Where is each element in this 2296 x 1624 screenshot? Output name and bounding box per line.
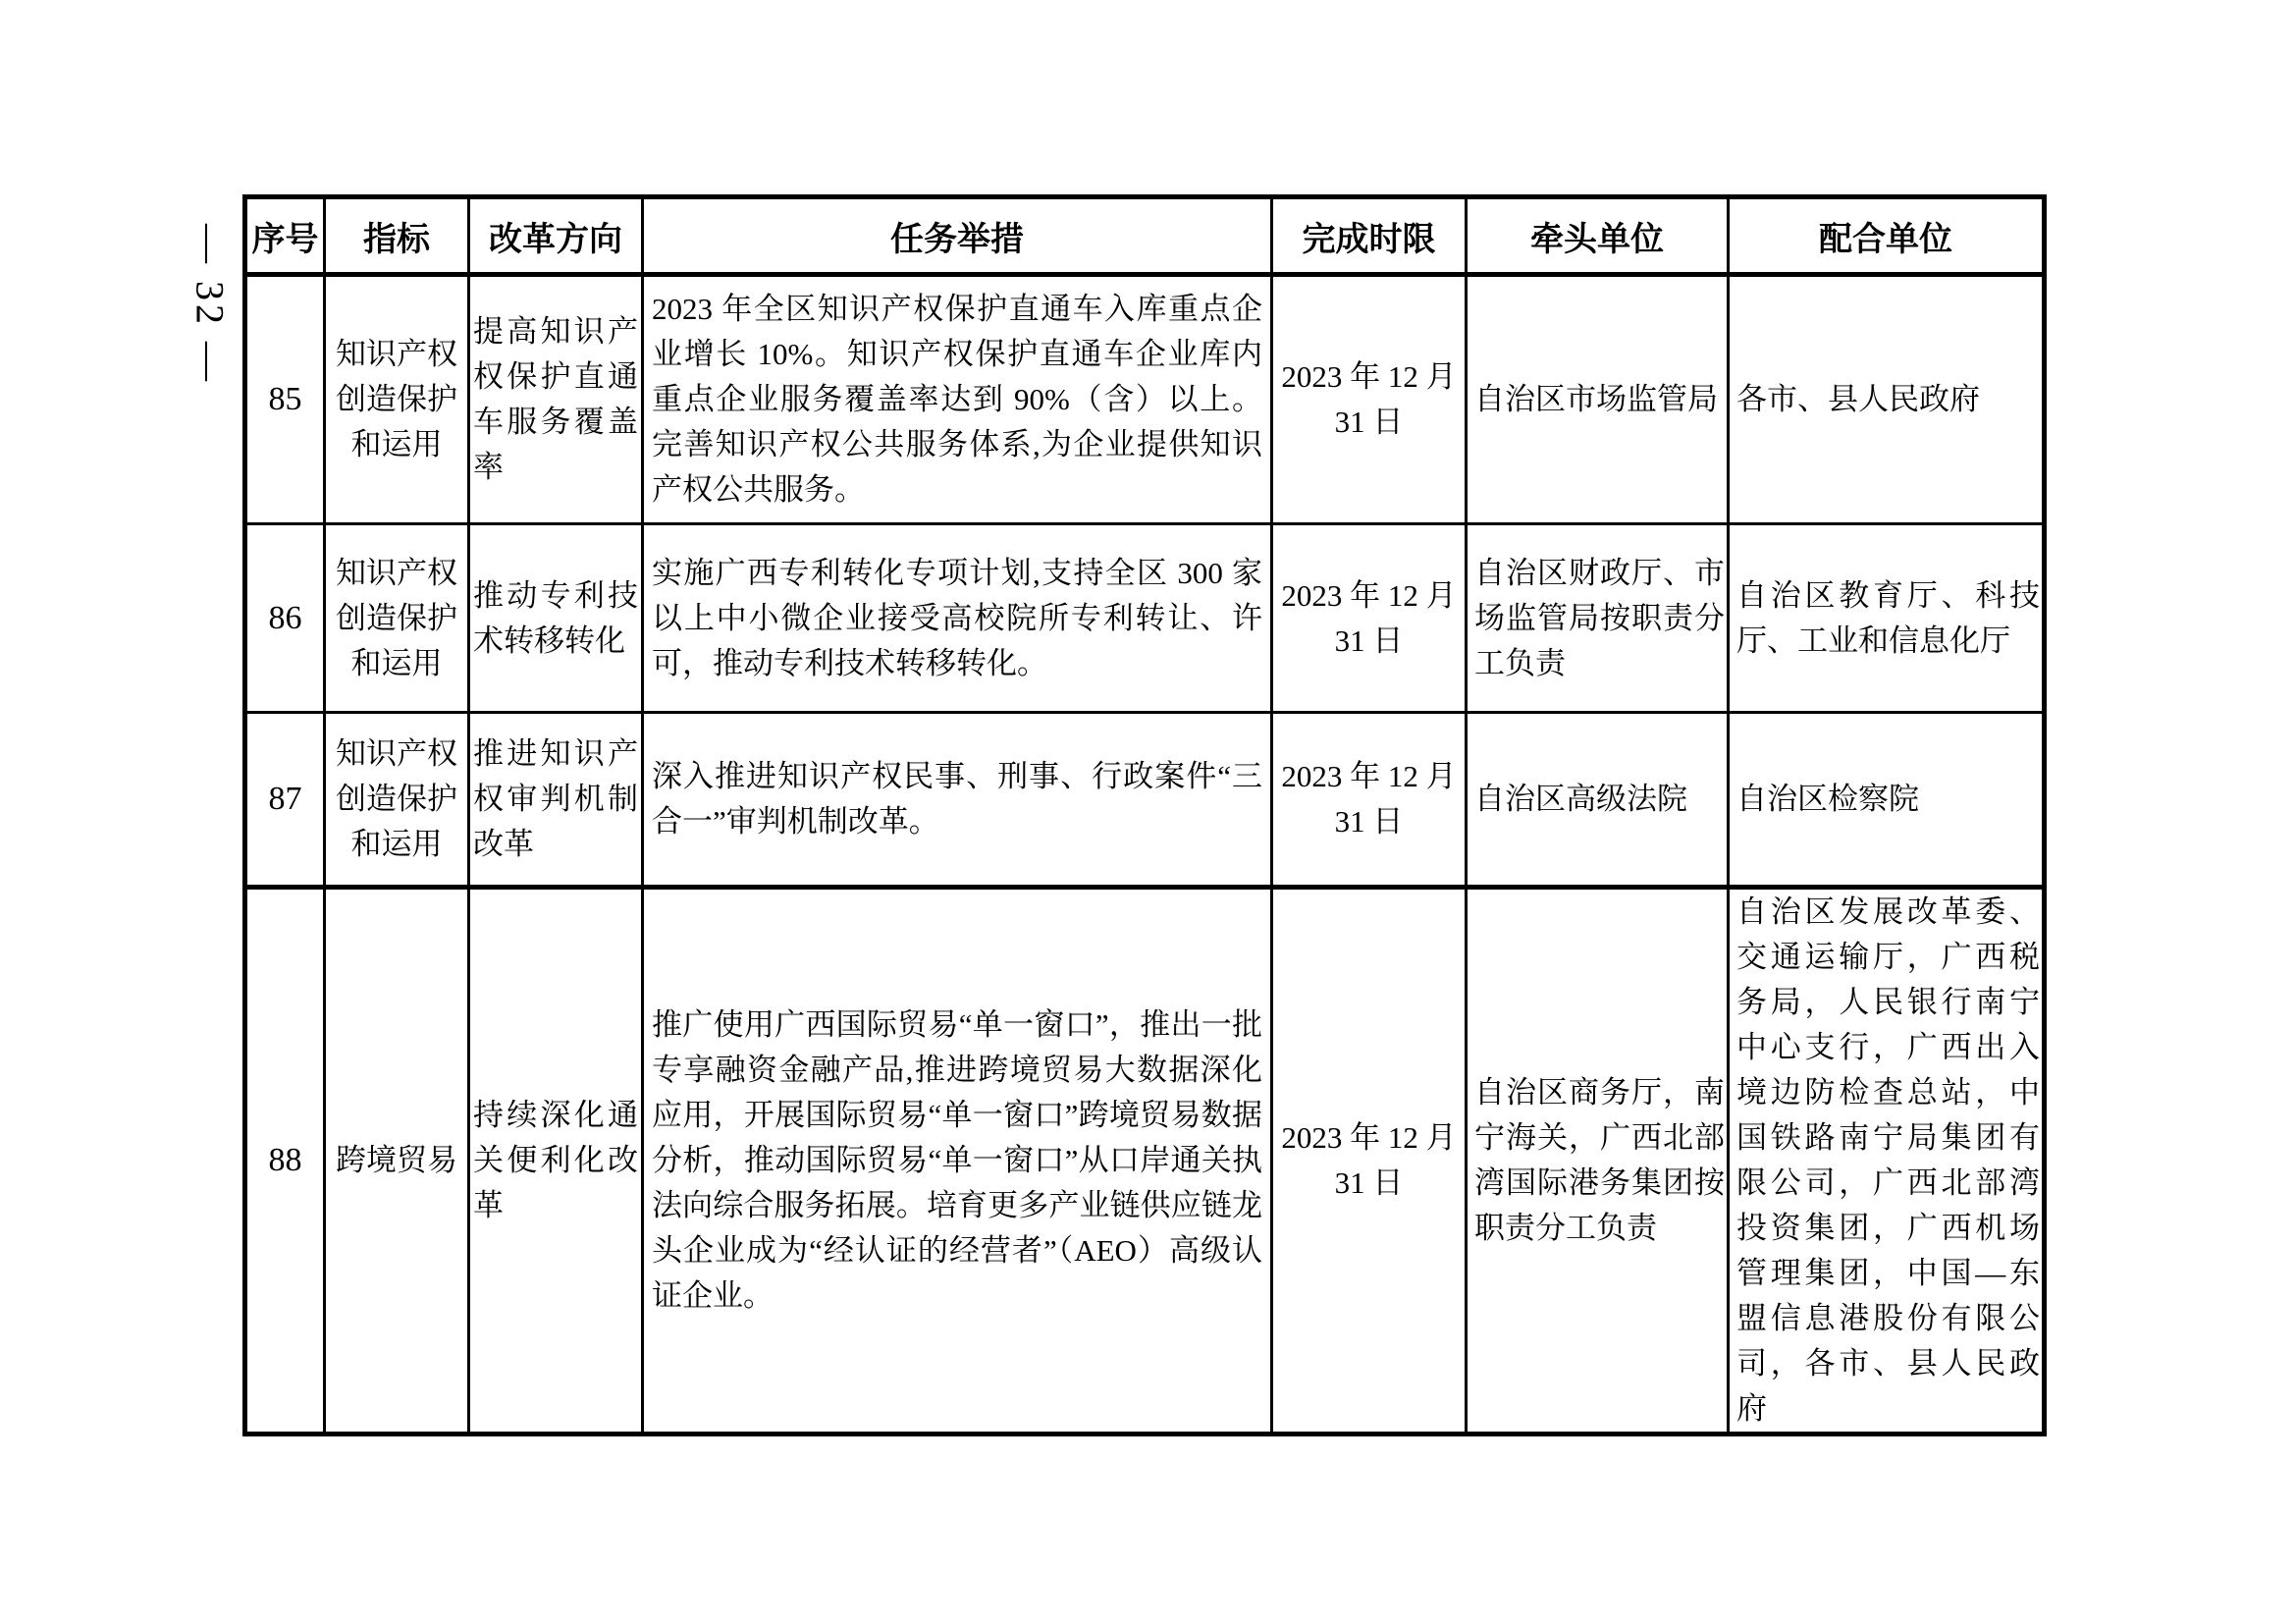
deadline-cell xyxy=(1272,888,1467,1435)
header-support-unit: 配合单位 xyxy=(1729,197,2045,275)
direction-cell: 推进知识产权审判机制改革 xyxy=(469,713,643,888)
indicator-cell: 知识产权创造保护和运用 xyxy=(325,275,469,524)
lead-unit-cell: 自治区高级法院 xyxy=(1467,713,1729,888)
support-unit-cell: 自治区检察院 xyxy=(1729,713,2045,888)
lead-unit-cell: 自治区市场监管局 xyxy=(1467,275,1729,524)
direction-cell: 提高知识产权保护直通车服务覆盖率 xyxy=(469,275,643,524)
indicator-cell: 知识产权创造保护和运用 xyxy=(325,524,469,713)
no-cell: 86 xyxy=(245,524,325,713)
deadline-line-2: 31 日 xyxy=(1334,1165,1404,1200)
no-cell: 88 xyxy=(245,888,325,1435)
deadline-cell xyxy=(1272,524,1467,713)
deadline-line-1: 2023 年 12 月 xyxy=(1281,359,1457,394)
no-cell: 85 xyxy=(245,275,325,524)
table-row xyxy=(245,524,2045,713)
lead-unit-cell: 自治区商务厅，南宁海关，广西北部湾国际港务集团按职责分工负责 xyxy=(1467,888,1729,1435)
deadline-line-1: 2023 年 12 月 xyxy=(1281,577,1457,613)
header-no: 序号 xyxy=(245,197,325,275)
tasks-cell: 实施广西专利转化专项计划,支持全区 300 家以上中小微企业接受高校院所专利转让、许可，推动专利技术转移转化。 xyxy=(643,524,1272,713)
direction-cell: 推动专利技术转移转化 xyxy=(469,524,643,713)
deadline-line-1: 2023 年 12 月 xyxy=(1281,759,1457,793)
indicator-cell: 知识产权创造保护和运用 xyxy=(325,713,469,888)
table-row xyxy=(245,713,2045,888)
table-row xyxy=(245,888,2045,1435)
header-tasks: 任务举措 xyxy=(643,197,1272,275)
support-unit-cell: 各市、县人民政府 xyxy=(1729,275,2045,524)
page-number: — 32 — xyxy=(187,224,233,385)
deadline-cell xyxy=(1272,713,1467,888)
support-unit-cell: 自治区教育厅、科技厅、工业和信息化厅 xyxy=(1729,524,2045,713)
deadline-line-1: 2023 年 12 月 xyxy=(1281,1120,1457,1155)
tasks-cell: 推广使用广西国际贸易“单一窗口”，推出一批专享融资金融产品,推进跨境贸易大数据深化应用，开展国际贸易“单一窗口”跨境贸易数据分析，推动国际贸易“单一窗口”从口岸通关执法向综合服务拓展。培育更多产业链供应链龙头企业成为“经认证的经营者”（AEO）高级认证企业。 xyxy=(643,888,1272,1435)
deadline-line-2: 31 日 xyxy=(1334,623,1404,658)
table-row xyxy=(245,275,2045,524)
tasks-cell: 2023 年全区知识产权保护直通车入库重点企业增长 10%。知识产权保护直通车企业库内重点企业服务覆盖率达到 90%（含）以上。完善知识产权公共服务体系,为企业提供知识产权公共服务。 xyxy=(643,275,1272,524)
header-lead-unit: 牵头单位 xyxy=(1467,197,1729,275)
deadline-line-2: 31 日 xyxy=(1334,405,1404,439)
no-cell: 87 xyxy=(245,713,325,888)
support-unit-cell: 自治区发展改革委、交通运输厅，广西税务局，人民银行南宁中心支行，广西出入境边防检查总站，中国铁路南宁局集团有限公司，广西北部湾投资集团，广西机场管理集团，中国—东盟信息港股份有限公司，各市、县人民政府 xyxy=(1729,888,2045,1435)
header-indicator: 指标 xyxy=(325,197,469,275)
lead-unit-cell: 自治区财政厅、市场监管局按职责分工负责 xyxy=(1467,524,1729,713)
direction-cell: 持续深化通关便利化改革 xyxy=(469,888,643,1435)
deadline-line-2: 31 日 xyxy=(1334,804,1404,839)
header-deadline: 完成时限 xyxy=(1272,197,1467,275)
reform-tasks-table xyxy=(242,194,2047,1436)
table-header-row xyxy=(245,197,2045,275)
indicator-cell: 跨境贸易 xyxy=(325,888,469,1435)
tasks-cell: 深入推进知识产权民事、刑事、行政案件“三合一”审判机制改革。 xyxy=(643,713,1272,888)
header-direction: 改革方向 xyxy=(469,197,643,275)
deadline-cell xyxy=(1272,275,1467,524)
